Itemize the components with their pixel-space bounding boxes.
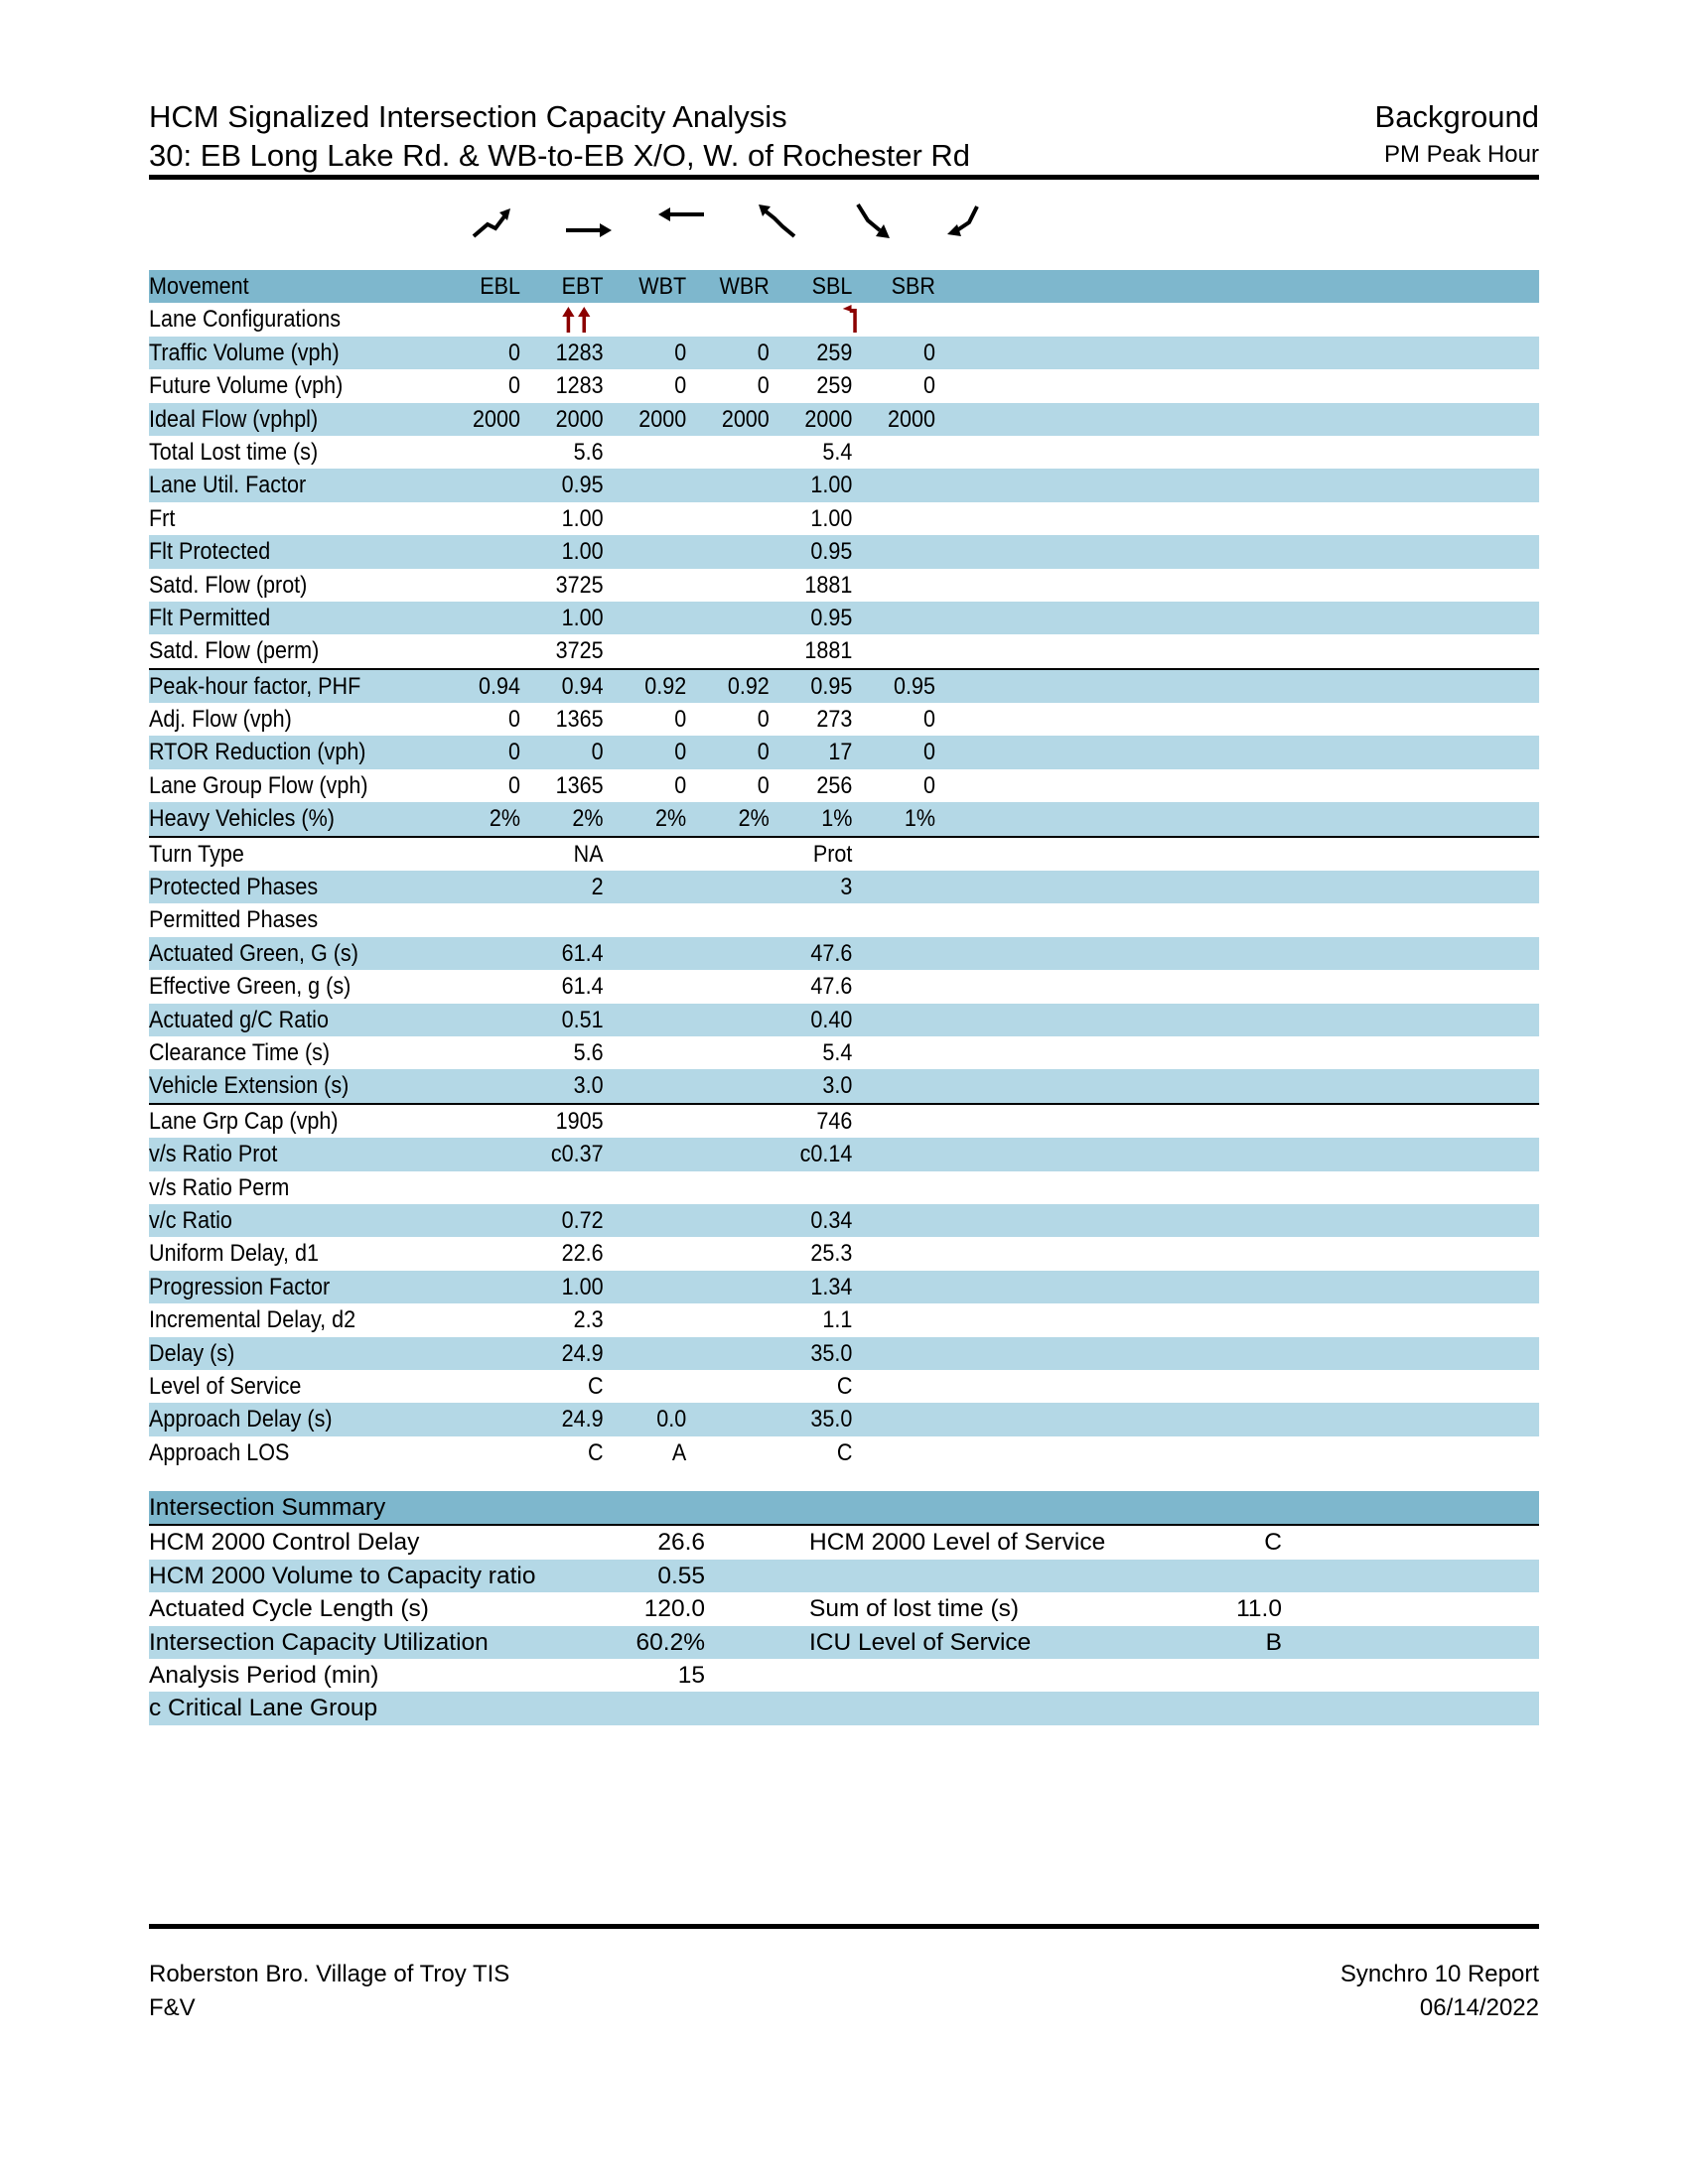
table-row <box>149 670 1539 703</box>
table-cell: C <box>836 1438 853 1466</box>
table-cell: 0.40 <box>810 1006 853 1033</box>
table-cell: 2.3 <box>573 1306 604 1334</box>
footer-firm: F&V <box>149 1994 196 2021</box>
table-cell: 35.0 <box>810 1339 853 1367</box>
table-cell: 1881 <box>804 571 853 599</box>
table-cell: 2000 <box>804 405 853 433</box>
table-cell: 1.00 <box>810 472 853 499</box>
table-row <box>149 337 1539 369</box>
row-label: Lane Group Flow (vph) <box>149 771 368 799</box>
table-cell: 61.4 <box>561 939 604 967</box>
table-cell: 2% <box>489 805 520 833</box>
row-label: Frt <box>149 504 176 532</box>
table-row <box>149 703 1539 736</box>
table-cell: 25.3 <box>810 1240 853 1268</box>
table-cell: 5.6 <box>573 438 604 466</box>
table-cell: 2000 <box>555 405 604 433</box>
column-header: SBR <box>891 273 935 300</box>
row-label: Ideal Flow (vphpl) <box>149 405 319 433</box>
table-cell: 2% <box>572 805 604 833</box>
table-cell: 0 <box>674 771 687 799</box>
row-label: Adj. Flow (vph) <box>149 706 292 734</box>
table-row <box>149 1105 1539 1138</box>
left-turn-arrow-icon <box>839 303 865 336</box>
row-label: v/s Ratio Prot <box>149 1141 278 1168</box>
table-row <box>149 736 1539 768</box>
column-header: WBT <box>638 273 687 300</box>
table-cell: 746 <box>816 1107 853 1135</box>
lane-config-label: Lane Configurations <box>149 306 341 334</box>
summary-value: 26.6 <box>657 1529 705 1557</box>
table-row <box>149 1370 1539 1403</box>
summary-header <box>149 1491 1539 1526</box>
column-header: EBL <box>480 273 520 300</box>
table-cell: 2000 <box>638 405 687 433</box>
summary-value: 0.55 <box>657 1562 705 1589</box>
summary-value-2: 11.0 <box>1236 1595 1282 1623</box>
table-cell: 2% <box>655 805 687 833</box>
table-cell: 1365 <box>555 706 604 734</box>
row-label: Satd. Flow (prot) <box>149 571 308 599</box>
table-row <box>149 469 1539 501</box>
movement-label: Movement <box>149 273 249 300</box>
table-cell: 1.1 <box>822 1306 853 1334</box>
summary-value: 120.0 <box>643 1595 705 1623</box>
table-row <box>149 1204 1539 1237</box>
table-cell: 0 <box>757 771 770 799</box>
table-cell: 259 <box>816 339 853 366</box>
row-label: Approach LOS <box>149 1438 290 1466</box>
table-row <box>149 1303 1539 1336</box>
table-row <box>149 1237 1539 1270</box>
arrow-ebt-icon <box>558 195 618 254</box>
summary-value: 60.2% <box>635 1628 705 1656</box>
table-cell: 0.95 <box>561 472 604 499</box>
summary-label-2: ICU Level of Service <box>809 1628 1032 1656</box>
table-cell: 1.00 <box>561 1273 604 1300</box>
table-cell: 3725 <box>555 571 604 599</box>
column-header: SBL <box>811 273 853 300</box>
table-cell: 24.9 <box>561 1339 604 1367</box>
table-cell: 0 <box>507 339 520 366</box>
row-label: v/s Ratio Perm <box>149 1173 290 1201</box>
summary-label-2: HCM 2000 Level of Service <box>809 1529 1106 1557</box>
row-label: Approach Delay (s) <box>149 1406 333 1433</box>
table-row <box>149 838 1539 871</box>
row-label: Permitted Phases <box>149 906 319 934</box>
table-cell: 3.0 <box>573 1072 604 1100</box>
movement-arrows <box>0 195 1688 254</box>
table-cell: 0 <box>922 771 935 799</box>
table-row <box>149 1271 1539 1303</box>
table-row <box>149 1337 1539 1370</box>
table-cell: 1.00 <box>810 504 853 532</box>
table-cell: 0 <box>757 339 770 366</box>
row-label: Incremental Delay, d2 <box>149 1306 356 1334</box>
row-label: Peak-hour factor, PHF <box>149 672 361 700</box>
table-cell: 0 <box>922 739 935 766</box>
scenario-label: Background <box>1374 99 1539 134</box>
arrow-sbr-icon <box>933 195 993 254</box>
table-cell: 0 <box>507 739 520 766</box>
table-cell: 2 <box>591 874 604 901</box>
row-label: Actuated g/C Ratio <box>149 1006 329 1033</box>
row-label: Future Volume (vph) <box>149 372 344 400</box>
table-cell: 0 <box>922 339 935 366</box>
table-row <box>149 436 1539 469</box>
table-cell: 0.92 <box>727 672 770 700</box>
table-cell: 259 <box>816 372 853 400</box>
arrow-wbt-icon <box>652 195 712 254</box>
table-cell: 2000 <box>888 405 935 433</box>
table-cell: 0 <box>922 706 935 734</box>
summary-label: HCM 2000 Control Delay <box>149 1529 420 1557</box>
row-label: Level of Service <box>149 1372 302 1400</box>
table-row <box>149 1004 1539 1036</box>
table-cell: 0.95 <box>810 672 853 700</box>
table-row <box>149 535 1539 568</box>
footer-report: Synchro 10 Report <box>1339 1961 1539 1987</box>
period-label: PM Peak Hour <box>1383 141 1539 168</box>
column-header: WBR <box>719 273 770 300</box>
row-label: Total Lost time (s) <box>149 438 319 466</box>
table-cell: 2000 <box>473 405 520 433</box>
row-label: Vehicle Extension (s) <box>149 1072 350 1100</box>
table-cell: C <box>588 1372 604 1400</box>
table-cell: 1881 <box>804 637 853 665</box>
table-row <box>149 970 1539 1003</box>
summary-label: Analysis Period (min) <box>149 1661 379 1689</box>
row-label: Lane Util. Factor <box>149 472 307 499</box>
table-cell: 61.4 <box>561 973 604 1001</box>
row-label: RTOR Reduction (vph) <box>149 739 366 766</box>
table-cell: 0.72 <box>561 1206 604 1234</box>
row-label: Flt Permitted <box>149 604 271 631</box>
table-cell: 0.94 <box>479 672 520 700</box>
table-cell: 0 <box>757 739 770 766</box>
summary-value: 15 <box>677 1661 705 1689</box>
table-cell: 0 <box>674 739 687 766</box>
row-label: Progression Factor <box>149 1273 331 1300</box>
table-cell: 47.6 <box>810 939 853 967</box>
summary-value-2: B <box>1265 1628 1282 1656</box>
table-row <box>149 937 1539 970</box>
row-label: Uniform Delay, d1 <box>149 1240 319 1268</box>
table-cell: 3 <box>840 874 853 901</box>
table-row <box>149 1138 1539 1170</box>
table-cell: 1905 <box>555 1107 604 1135</box>
table-cell: 2% <box>738 805 770 833</box>
table-cell: 2000 <box>721 405 770 433</box>
row-label: Heavy Vehicles (%) <box>149 805 335 833</box>
table-cell: 0.51 <box>561 1006 604 1033</box>
table-cell: c0.14 <box>799 1141 853 1168</box>
table-cell: 1283 <box>555 372 604 400</box>
table-cell: 0.95 <box>810 604 853 631</box>
column-header: EBT <box>561 273 604 300</box>
table-cell: 0.0 <box>656 1406 687 1433</box>
summary-label: Intersection Capacity Utilization <box>149 1628 489 1656</box>
table-cell: c0.37 <box>550 1141 604 1168</box>
table-cell: 0.34 <box>810 1206 853 1234</box>
table-cell: A <box>671 1438 687 1466</box>
table-row <box>149 1436 1539 1469</box>
lane-configurations-row <box>149 303 1539 336</box>
row-label: Lane Grp Cap (vph) <box>149 1107 339 1135</box>
table-cell: 1% <box>904 805 935 833</box>
table-row <box>149 569 1539 602</box>
table-cell: C <box>588 1438 604 1466</box>
table-cell: 5.4 <box>822 438 853 466</box>
table-cell: 0.95 <box>894 672 935 700</box>
table-cell: C <box>836 1372 853 1400</box>
summary-value-2: C <box>1264 1529 1282 1557</box>
table-cell: 1.00 <box>561 504 604 532</box>
table-cell: 0 <box>757 706 770 734</box>
table-row <box>149 369 1539 402</box>
summary-row <box>149 1692 1539 1724</box>
header-rule <box>149 175 1539 180</box>
row-label: Clearance Time (s) <box>149 1038 331 1066</box>
table-row <box>149 634 1539 669</box>
table-cell: 0 <box>507 706 520 734</box>
capacity-table <box>149 270 1539 1469</box>
table-cell: Prot <box>812 840 853 868</box>
summary-row <box>149 1526 1539 1559</box>
table-cell: 47.6 <box>810 973 853 1001</box>
intersection-summary <box>149 1491 1539 1725</box>
report-title: HCM Signalized Intersection Capacity Analysis <box>149 99 787 134</box>
footer-date: 06/14/2022 <box>1419 1994 1539 2021</box>
table-cell: 1.00 <box>561 538 604 566</box>
table-cell: 5.6 <box>573 1038 604 1066</box>
table-cell: 273 <box>816 706 853 734</box>
row-label: v/c Ratio <box>149 1206 232 1234</box>
table-row <box>149 602 1539 634</box>
table-cell: 0 <box>757 372 770 400</box>
summary-row <box>149 1626 1539 1659</box>
intersection-name: 30: EB Long Lake Rd. & WB-to-EB X/O, W. of Rochester Rd <box>149 138 971 173</box>
table-row <box>149 1403 1539 1435</box>
table-cell: 5.4 <box>822 1038 853 1066</box>
table-cell: 1% <box>821 805 853 833</box>
table-cell: 1283 <box>555 339 604 366</box>
summary-label: Actuated Cycle Length (s) <box>149 1595 429 1623</box>
table-row <box>149 1171 1539 1204</box>
table-cell: 0.94 <box>561 672 604 700</box>
table-cell: 0 <box>922 372 935 400</box>
row-label: Turn Type <box>149 840 244 868</box>
table-cell: NA <box>573 840 604 868</box>
table-cell: 22.6 <box>561 1240 604 1268</box>
table-cell: 0 <box>674 372 687 400</box>
table-cell: 256 <box>816 771 853 799</box>
summary-row <box>149 1659 1539 1692</box>
row-label: Delay (s) <box>149 1339 235 1367</box>
footer-project: Roberston Bro. Village of Troy TIS <box>149 1961 510 1987</box>
table-row <box>149 1069 1539 1104</box>
summary-title: Intersection Summary <box>149 1494 386 1521</box>
row-label: Actuated Green, G (s) <box>149 939 358 967</box>
table-row <box>149 502 1539 535</box>
row-label: Protected Phases <box>149 874 319 901</box>
arrow-ebl-icon <box>462 195 521 254</box>
row-label: Satd. Flow (perm) <box>149 637 320 665</box>
table-cell: 1365 <box>555 771 604 799</box>
summary-label-2: Sum of lost time (s) <box>809 1595 1020 1623</box>
summary-row <box>149 1592 1539 1625</box>
footer-rule <box>149 1924 1539 1929</box>
row-label: Flt Protected <box>149 538 271 566</box>
table-cell: 3725 <box>555 637 604 665</box>
table-row <box>149 871 1539 903</box>
table-row <box>149 903 1539 936</box>
row-label: Traffic Volume (vph) <box>149 339 340 366</box>
table-cell: 0 <box>507 372 520 400</box>
summary-label: c Critical Lane Group <box>149 1695 378 1722</box>
table-cell: 0 <box>674 706 687 734</box>
table-row <box>149 1036 1539 1069</box>
arrow-sbl-icon <box>844 195 904 254</box>
movement-header-row <box>149 270 1539 303</box>
row-label: Effective Green, g (s) <box>149 973 352 1001</box>
two-through-arrows-icon <box>560 303 595 336</box>
table-row <box>149 802 1539 837</box>
table-cell: 24.9 <box>561 1406 604 1433</box>
summary-label: HCM 2000 Volume to Capacity ratio <box>149 1562 536 1589</box>
table-cell: 1.34 <box>810 1273 853 1300</box>
table-cell: 3.0 <box>822 1072 853 1100</box>
summary-row <box>149 1560 1539 1592</box>
table-cell: 17 <box>828 739 853 766</box>
arrow-wbr-icon <box>747 195 806 254</box>
table-cell: 35.0 <box>810 1406 853 1433</box>
table-cell: 0.95 <box>810 538 853 566</box>
table-cell: 0 <box>591 739 604 766</box>
table-cell: 1.00 <box>561 604 604 631</box>
table-row <box>149 769 1539 802</box>
table-cell: 0.92 <box>644 672 687 700</box>
table-cell: 0 <box>674 339 687 366</box>
table-row <box>149 403 1539 436</box>
table-cell: 0 <box>507 771 520 799</box>
